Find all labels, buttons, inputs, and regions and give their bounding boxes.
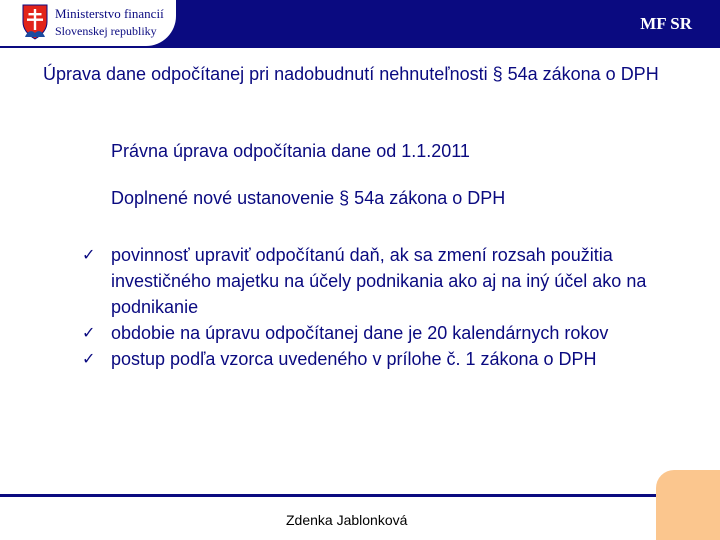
- brand-label: MF SR: [640, 14, 692, 33]
- bullet-item: [82, 242, 662, 320]
- ministry-name-line2: Slovenskej republiky: [55, 24, 157, 38]
- subheading-legal-adjustment: Právna úprava odpočítania dane od 1.1.2011: [111, 141, 470, 161]
- subheading-new-provision: Doplnené nové ustanovenie § 54a zákona o DPH: [111, 188, 506, 208]
- bullet-list: [82, 242, 662, 372]
- bullet-text: postup podľa vzorca uvedeného v prílohe č. 1 zákona o DPH: [111, 349, 597, 369]
- slovak-coat-of-arms-icon: [22, 4, 48, 40]
- bullet-text: povinnosť upraviť odpočítanú daň, ak sa zmení rozsah použitia investičného majetku na účely podnikania ako aj na iný účel ako na podnikanie: [111, 245, 647, 317]
- corner-decoration: [656, 470, 720, 540]
- bullet-item: [82, 346, 662, 372]
- footer-divider: [0, 494, 660, 497]
- checkmark-icon: ✓: [82, 349, 96, 368]
- bullet-text: obdobie na úpravu odpočítanej dane je 20 kalendárnych rokov: [111, 323, 609, 343]
- slide-title: Úprava dane odpočítanej pri nadobudnutí nehnuteľnosti § 54a zákona o DPH: [43, 64, 659, 84]
- bullet-item: [82, 320, 662, 346]
- checkmark-icon: ✓: [82, 245, 96, 264]
- checkmark-icon: ✓: [82, 323, 96, 342]
- ministry-name-line1: Ministerstvo financií: [55, 6, 164, 21]
- footer-author: Zdenka Jablonková: [286, 512, 408, 528]
